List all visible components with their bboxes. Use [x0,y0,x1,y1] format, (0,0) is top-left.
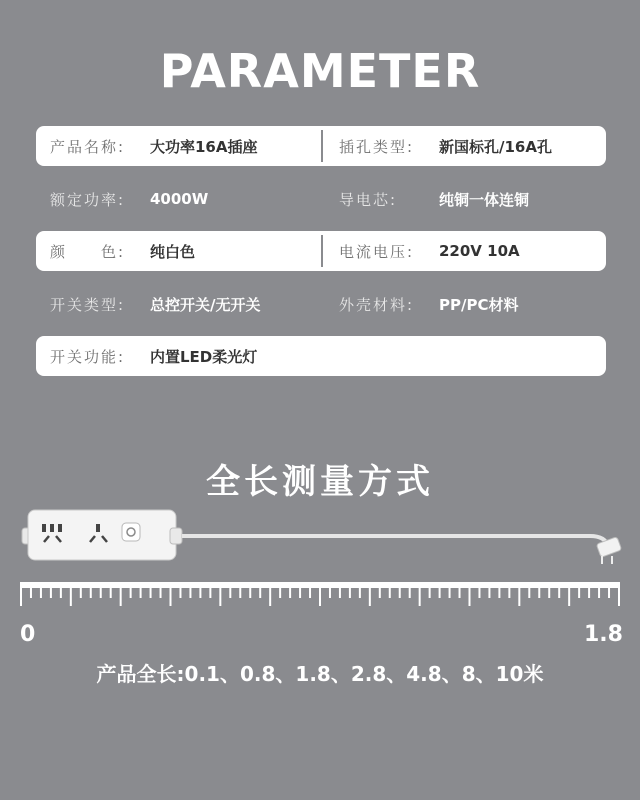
param-value: 总控开关/无开关 [150,295,261,314]
param-cell [36,284,321,324]
param-row-5 [36,336,606,376]
product-lengths: 产品全长:0.1、0.8、1.8、2.8、4.8、8、10米 [96,662,544,686]
param-row-2 [36,179,606,219]
param-cell [36,231,321,271]
param-label: 外壳材料: [339,295,415,314]
param-cell [321,231,606,271]
param-value: 4000W [150,190,209,208]
param-row-3 [36,231,606,271]
param-cell [36,336,606,376]
param-value: 新国标孔/16A孔 [439,137,552,156]
power-button-icon [122,523,140,541]
param-value: 纯铜一体连铜 [439,190,530,209]
param-value: PP/PC材料 [439,295,519,314]
param-cell [321,284,606,324]
param-label: 导电芯: [339,190,398,209]
param-row-1 [36,126,606,166]
param-label: 电流电压: [339,242,415,261]
param-value: 大功率16A插座 [150,137,258,156]
param-label: 产品名称: [50,137,126,156]
param-label: 颜 色: [50,242,126,261]
ruler [20,582,620,610]
param-value: 纯白色 [150,242,196,261]
param-row-4 [36,284,606,324]
param-label: 开关类型: [50,295,126,314]
param-cell [36,126,321,166]
param-label: 额定功率: [50,190,126,209]
param-cell [321,179,606,219]
param-value: 内置LED柔光灯 [150,347,258,366]
param-cell [36,179,321,219]
param-label: 开关功能: [50,347,126,366]
ruler-start-label: 0 [20,622,36,647]
power-strip-image [20,506,630,566]
param-value: 220V 10A [439,242,520,260]
measure-title: 全长测量方式 [206,462,434,502]
ruler-end-label: 1.8 [584,622,623,647]
page-title: PARAMETER [159,44,481,98]
param-cell [321,126,606,166]
param-label: 插孔类型: [339,137,415,156]
plug-icon [596,537,621,564]
